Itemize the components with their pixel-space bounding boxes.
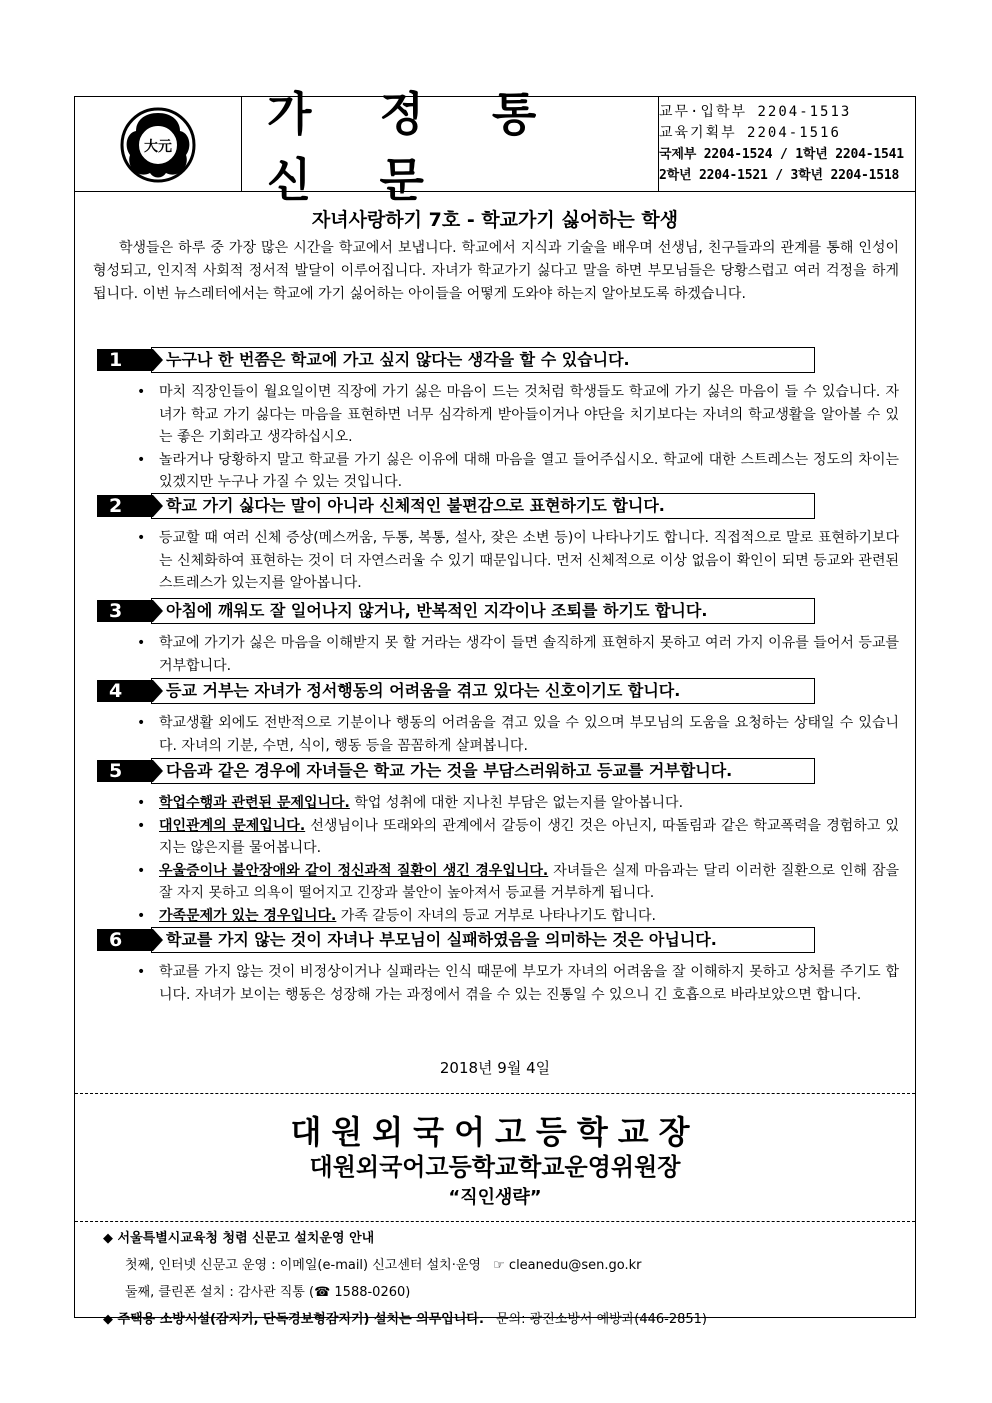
contact-line: 교육기획부 2204-1516	[659, 125, 841, 141]
bullet: •	[137, 530, 146, 546]
section-1	[93, 349, 899, 494]
section-items	[93, 527, 899, 595]
item-lead: 가족문제가 있는 경우입니다.	[159, 907, 337, 924]
item-text: 학교생활 외에도 전반적으로 기분이나 행동의 어려움을 겪고 있을 수 있으며 부모님의 도움을 요청하는 상태일 수 있습니다. 자녀의 기분, 수면, 식이, 행동 등을 꼼꼼하게 살펴봅니다.	[159, 715, 899, 754]
notice-text: 첫째, 인터넷 신문고 운영 : 이메일(e-mail) 신고센터 설치·운영	[125, 1258, 481, 1273]
item-text: 자녀들은 실제 마음과는 달리 이러한 질환으로 인해 잠을 잘 자지 못하고 의욕이 떨어지고 긴장과 불안이 높아져서 등교를 거부하게 됩니다.	[159, 862, 900, 901]
divider	[75, 1093, 915, 1094]
seal-omitted: “직인생략”	[448, 1187, 542, 1208]
section-number: 3	[97, 600, 153, 622]
section-header	[93, 680, 899, 706]
intro-paragraph: 학생들은 하루 중 가장 많은 시간을 학교에서 보냅니다. 학교에서 지식과 기술을 배우며 선생님, 친구들과의 관계를 통해 인성이 형성되고, 인지적 사회적 정서적 발달이 이루어집니다. 자녀가 학교가기 싫다고 말을 하면 부모님들은 당황스럽고 여러 걱정을 하게 됩니다. 이번 뉴스레터에서는 학교에 가기 싫어하는 아이들을 어떻게 도와야 하는지 알아보도록 하겠습니다.	[93, 240, 899, 302]
section-header	[93, 929, 899, 955]
title-cell	[241, 87, 659, 207]
contact-line: 교무·입학부 2204-1513	[659, 104, 852, 120]
list-item	[93, 792, 899, 815]
contact-line: 국제부 2204-1524 / 1학년 2204-1541	[659, 147, 904, 162]
page-title: 가 정 통 신 문	[267, 87, 563, 207]
section-title: 학교를 가지 않는 것이 자녀나 부모님이 실패하였음을 의미하는 것은 아닙니다.	[151, 927, 815, 953]
notice-line: 둘째, 클린폰 설치 : 감사관 직통 (☎ 1588-0260)	[125, 1285, 411, 1300]
notice-line	[103, 1252, 903, 1279]
footer	[103, 1225, 903, 1333]
committee-signature: 대원외국어고등학교학교운영위원장	[309, 1153, 681, 1181]
section-items	[93, 712, 899, 757]
section-title: 학교 가기 싫다는 말이 아니라 신체적인 불편감으로 표현하기도 합니다.	[151, 493, 815, 519]
contact-list	[659, 102, 917, 186]
header	[75, 87, 915, 207]
section-items	[93, 792, 899, 927]
bullet: •	[137, 715, 146, 731]
item-lead: 학업수행과 관련된 문제입니다.	[159, 795, 350, 811]
bullet: •	[137, 964, 146, 980]
section-number: 6	[97, 929, 153, 951]
item-text: 마치 직장인들이 월요일이면 직장에 가기 싫은 마음이 드는 것처럼 학생들도 학교에 가기 싫은 마음이 들 수 있습니다. 자녀가 학교 가기 싫다는 마음을 표현하면 너무 심각하게 받아들이거나 야단을 치기보다는 자녀의 학교생활을 알아볼 수 있는 좋은 기회라고 생각하십시오.	[159, 384, 899, 445]
item-text: 놀라거나 당황하지 말고 학교를 가기 싫은 이유에 대해 마음을 열고 들어주십시오. 학교에 대한 스트레스는 정도의 차이는 있겠지만 누구나 가질 수 있는 것입니다.	[159, 451, 899, 490]
bullet: •	[137, 451, 146, 468]
section-number: 2	[97, 495, 153, 517]
section-header	[93, 760, 899, 786]
bullet: •	[137, 817, 146, 834]
notice-heading: ◆ 서울특별시교육청 청렴 신문고 설치운영 안내	[103, 1231, 375, 1246]
item-text: 가족 갈등이 자녀의 등교 거부로 나타나기도 합니다.	[336, 907, 656, 924]
section-title: 다음과 같은 경우에 자녀들은 학교 가는 것을 부담스러워하고 등교를 거부합니다.	[151, 758, 815, 784]
section-3	[93, 600, 899, 677]
bullet: •	[137, 635, 146, 651]
issue-date: 2018년 9월 4일	[439, 1059, 551, 1077]
pointer-icon: ☞	[493, 1258, 505, 1273]
item-lead: 우울증이나 불안장애와 같이 정신과적 질환이 생긴 경우입니다.	[159, 862, 549, 879]
divider	[75, 1221, 915, 1222]
section-items	[93, 381, 899, 494]
email-link[interactable]: cleanedu@sen.go.kr	[508, 1258, 642, 1273]
contact-line: 2학년 2204-1521 / 3학년 2204-1518	[659, 168, 900, 183]
list-item	[93, 449, 899, 494]
item-text: 학업 성취에 대한 지나친 부담은 없는지를 알아봅니다.	[349, 795, 684, 811]
section-4	[93, 680, 899, 757]
list-item	[93, 961, 899, 1006]
section-5	[93, 760, 899, 927]
newsletter-frame	[74, 87, 916, 1327]
list-item	[93, 815, 899, 860]
section-header	[93, 495, 899, 521]
section-number: 4	[97, 680, 153, 702]
section-header	[93, 349, 899, 375]
section-items	[93, 632, 899, 677]
list-item	[93, 712, 899, 757]
principal-signature: 대원외국어고등학교장	[290, 1113, 700, 1151]
headline: 자녀사랑하기 7호 - 학교가기 싫어하는 학생	[311, 209, 679, 231]
section-header	[93, 600, 899, 626]
list-item	[93, 527, 899, 595]
school-emblem-icon	[120, 107, 196, 183]
section-title: 아침에 깨워도 잘 일어나지 않거나, 반복적인 지각이나 조퇴를 하기도 합니다.	[151, 598, 815, 624]
fire-notice: ◆ 주택용 소방시설(감지기, 단독경보형감지기) 설치는 의무입니다.	[103, 1312, 484, 1327]
section-items	[93, 961, 899, 1006]
logo-text: 大元	[144, 139, 172, 155]
bullet: •	[137, 907, 146, 924]
item-text: 등교할 때 여러 신체 증상(메스꺼움, 두통, 복통, 설사, 잦은 소변 등)이 나타나기도 합니다. 직접적으로 말로 표현하기보다는 신체화하여 표현하는 것이 더 자연스러울 수 있기 때문입니다. 먼저 신체적으로 이상 없음이 확인이 되면 등교와 관련된 스트레스가 있는지를 알아봅니다.	[159, 530, 899, 591]
list-item	[93, 381, 899, 449]
list-item	[93, 632, 899, 677]
notice-line	[103, 1306, 903, 1333]
bullet: •	[137, 384, 146, 400]
section-number: 1	[97, 349, 153, 371]
section-2	[93, 495, 899, 595]
item-text: 선생님이나 또래와의 관계에서 갈등이 생긴 것은 아닌지, 따돌림과 같은 학교폭력을 경험하고 있지는 않은지를 물어봅니다.	[159, 817, 899, 856]
item-text: 학교에 가기가 싫은 마음을 이해받지 못 할 거라는 생각이 들면 솔직하게 표현하지 못하고 여러 가지 이유를 들어서 등교를 거부합니다.	[159, 635, 899, 674]
inquiry-text: 문의: 광진소방서 예방과(446-2851)	[496, 1312, 708, 1327]
list-item	[93, 905, 899, 928]
list-item	[93, 860, 899, 905]
bullet: •	[137, 862, 146, 879]
section-number: 5	[97, 760, 153, 782]
logo-cell	[75, 97, 242, 191]
section-6	[93, 929, 899, 1006]
section-title: 누구나 한 번쯤은 학교에 가고 싶지 않다는 생각을 할 수 있습니다.	[151, 347, 815, 373]
item-lead: 대인관계의 문제입니다.	[159, 817, 306, 834]
bullet: •	[137, 795, 146, 811]
section-title: 등교 거부는 자녀가 정서행동의 어려움을 겪고 있다는 신호이기도 합니다.	[151, 678, 815, 704]
item-text: 학교를 가지 않는 것이 비정상이거나 실패라는 인식 때문에 부모가 자녀의 어려움을 잘 이해하지 못하고 상처를 주기도 합니다. 자녀가 보이는 행동은 성장해 가는 과정에서 겪을 수 있는 진통일 수 있으니 긴 호흡으로 바라보았으면 합니다.	[159, 964, 899, 1003]
